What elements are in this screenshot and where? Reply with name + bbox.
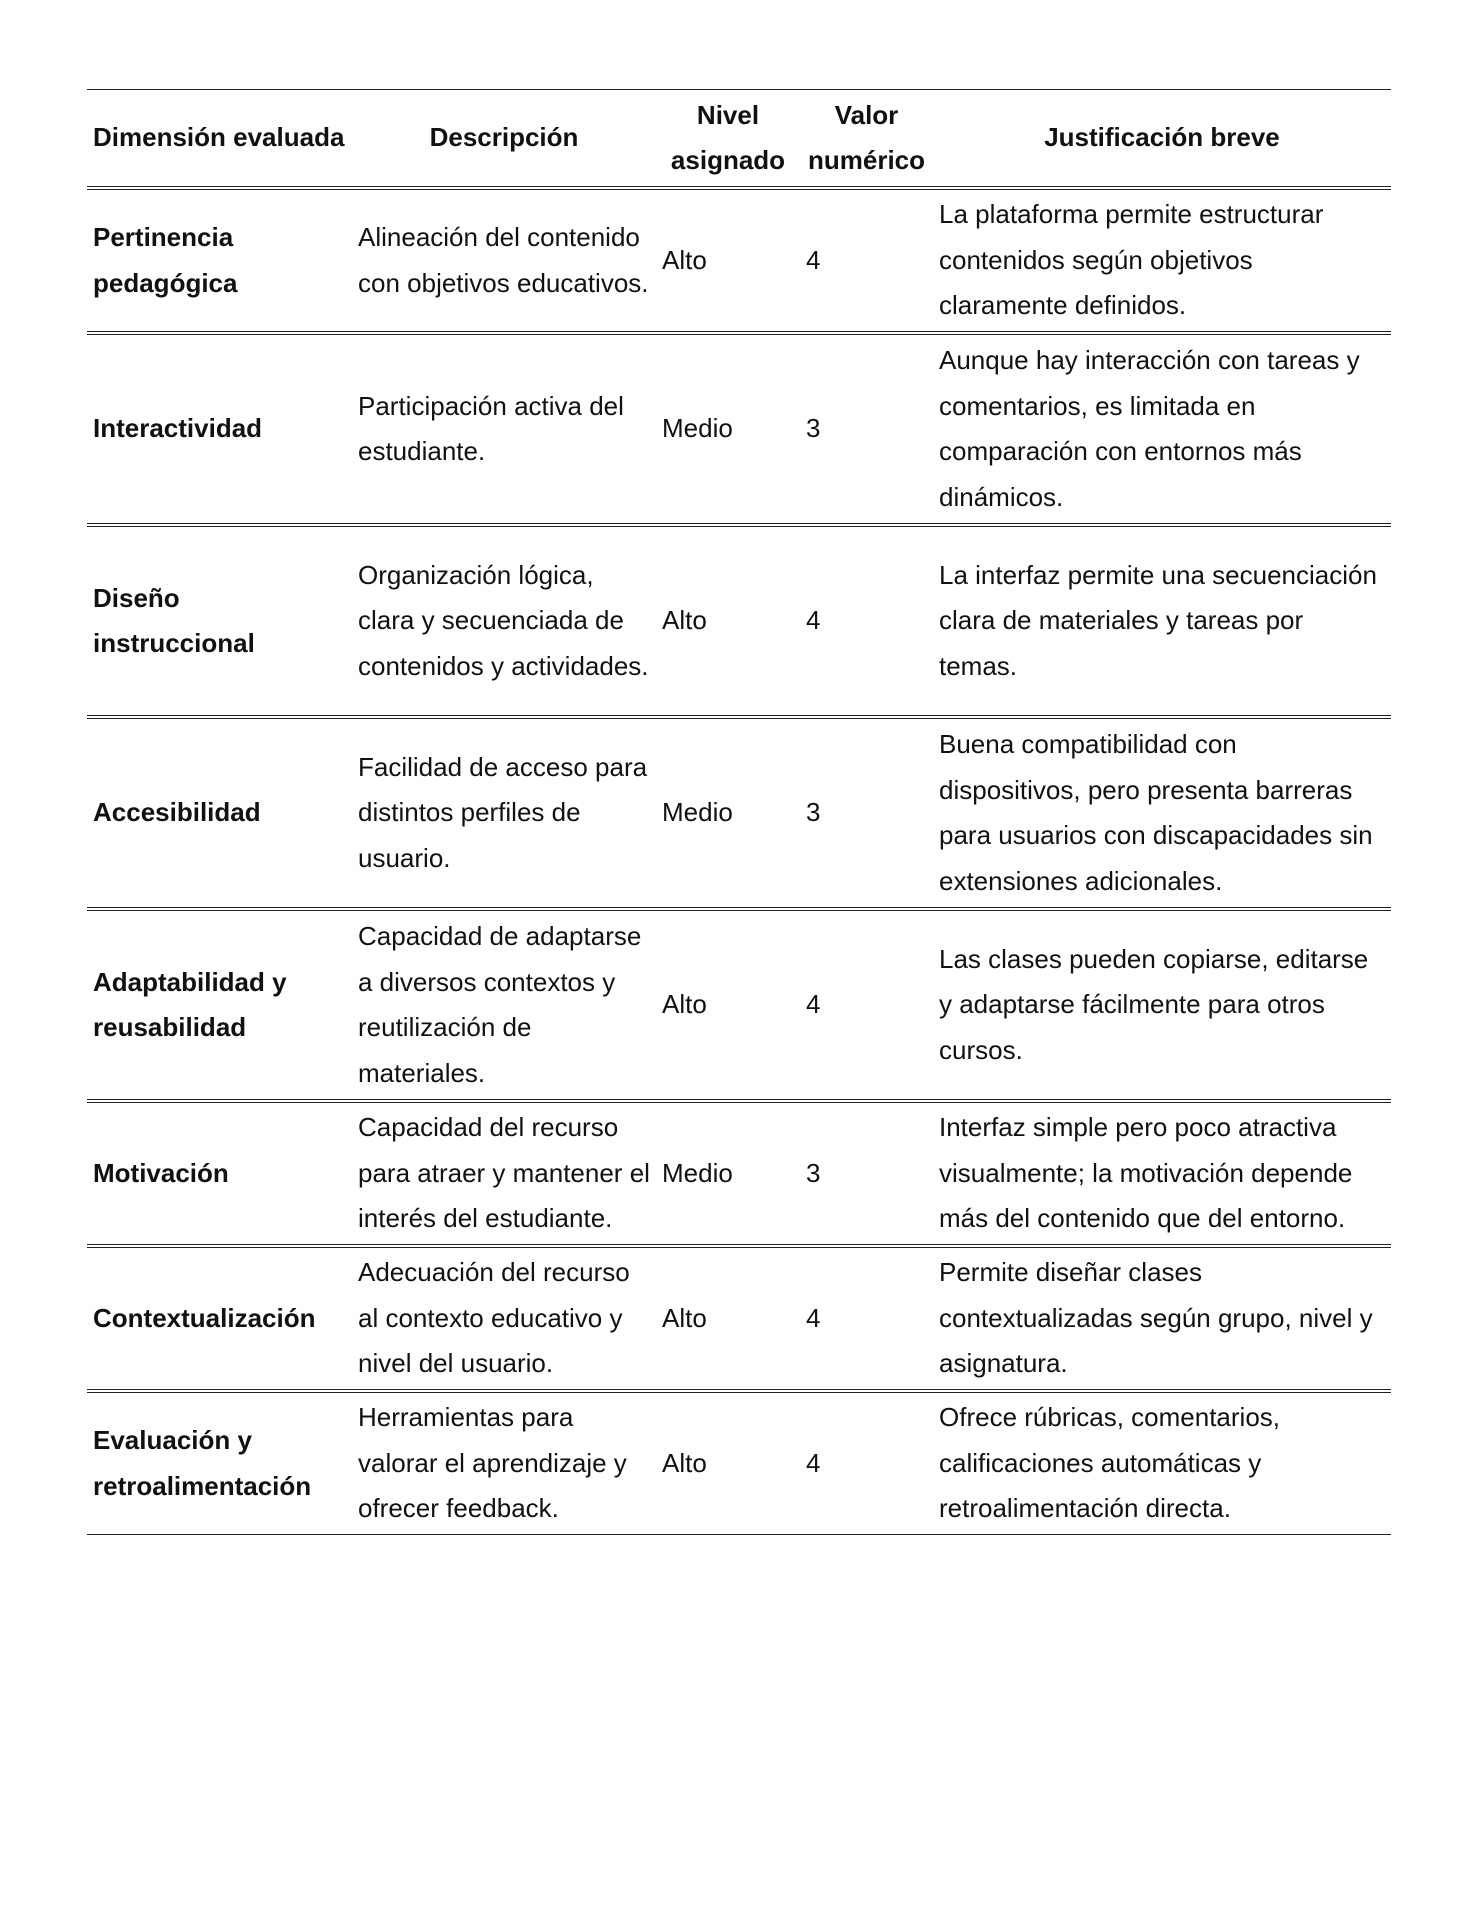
cell-justification: La plataforma permite estructurar contenidos según objetivos claramente definidos. <box>939 199 1324 321</box>
cell-justification: Permite diseñar clases contextualizadas según grupo, nivel y asignatura. <box>939 1257 1373 1379</box>
cell-description: Capacidad de adaptarse a diversos contextos y reutilización de materiales. <box>358 921 642 1088</box>
cell-description: Facilidad de acceso para distintos perfiles de usuario. <box>358 751 648 873</box>
cell-dimension: Interactividad <box>93 413 263 444</box>
cell-level: Medio <box>662 797 733 828</box>
cell-description: Herramientas para valorar el aprendizaje y ofrecer feedback. <box>358 1402 627 1524</box>
cell-description: Participación activa del estudiante. <box>358 390 624 466</box>
cell-level: Alto <box>662 1447 707 1478</box>
cell-justification: La interfaz permite una secuenciación clara de materiales y tareas por temas. <box>939 559 1377 681</box>
cell-justification: Interfaz simple pero poco atractiva visualmente; la motivación depende más del contenido que del entorno. <box>939 1112 1353 1234</box>
cell-dimension: Pertinencia pedagógica <box>93 222 238 298</box>
cell-dimension: Motivación <box>93 1157 229 1188</box>
table-row <box>87 525 1391 717</box>
table-header <box>87 90 1391 189</box>
header-value: Valor numérico <box>807 99 926 175</box>
cell-description: Capacidad del recurso para atraer y mantener el interés del estudiante. <box>358 1112 650 1234</box>
cell-description: Adecuación del recurso al contexto educativo y nivel del usuario. <box>358 1257 630 1379</box>
cell-dimension: Diseño instruccional <box>93 582 255 658</box>
cell-value: 3 <box>806 413 821 444</box>
cell-value: 4 <box>806 989 821 1020</box>
cell-value: 4 <box>806 605 821 636</box>
cell-justification: Aunque hay interacción con tareas y comentarios, es limitada en comparación con entornos más dinámicos. <box>939 345 1360 512</box>
header-row <box>87 90 1391 189</box>
cell-value: 3 <box>806 797 821 828</box>
cell-value: 4 <box>806 244 821 275</box>
cell-level: Alto <box>662 1302 707 1333</box>
cell-level: Alto <box>662 605 707 636</box>
table-row <box>87 333 1391 525</box>
cell-description: Alineación del contenido con objetivos educativos. <box>358 222 649 298</box>
cell-value: 4 <box>806 1447 821 1478</box>
cell-justification: Ofrece rúbricas, comentarios, calificaciones automáticas y retroalimentación directa. <box>939 1402 1281 1524</box>
table-row <box>87 188 1391 333</box>
cell-level: Medio <box>662 1157 733 1188</box>
cell-value: 4 <box>806 1302 821 1333</box>
table-row <box>87 1101 1391 1246</box>
cell-level: Medio <box>662 413 733 444</box>
cell-justification: Buena compatibilidad con dispositivos, pero presenta barreras para usuarios con discapacidades sin extensiones adicionales. <box>939 729 1373 896</box>
header-description: Descripción <box>429 122 579 153</box>
header-dimension: Dimensión evaluada <box>93 122 345 153</box>
table-row <box>87 717 1391 909</box>
table-body <box>87 188 1391 1535</box>
cell-level: Alto <box>662 989 707 1020</box>
table-row <box>87 909 1391 1101</box>
header-justification: Justificación breve <box>1044 122 1280 153</box>
cell-description: Organización lógica, clara y secuenciada de contenidos y actividades. <box>358 559 649 681</box>
cell-dimension: Evaluación y retroalimentación <box>93 1425 312 1501</box>
cell-value: 3 <box>806 1157 821 1188</box>
header-level: Nivel asignado <box>670 99 786 175</box>
table-row <box>87 1246 1391 1391</box>
evaluation-table <box>87 89 1391 1535</box>
cell-dimension: Accesibilidad <box>93 797 261 828</box>
cell-dimension: Contextualización <box>93 1302 316 1333</box>
cell-justification: Las clases pueden copiarse, editarse y adaptarse fácilmente para otros cursos. <box>939 943 1369 1065</box>
cell-dimension: Adaptabilidad y reusabilidad <box>93 966 287 1042</box>
table-row <box>87 1391 1391 1535</box>
cell-level: Alto <box>662 244 707 275</box>
